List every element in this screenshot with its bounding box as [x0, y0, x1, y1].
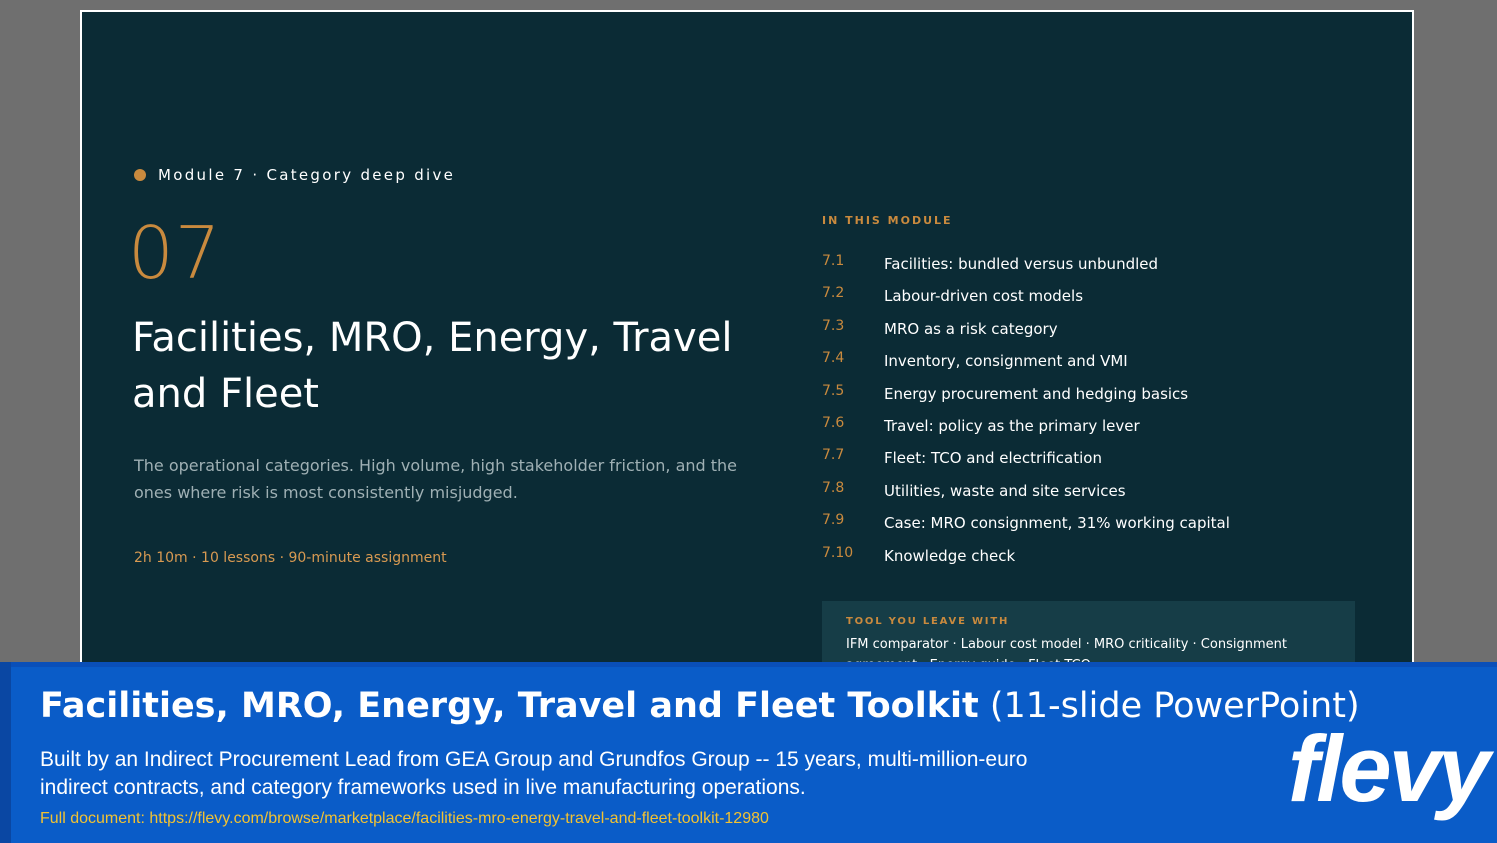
lesson-title: Fleet: TCO and electrification [884, 449, 1102, 468]
lesson-number: 7.9 [822, 512, 845, 529]
lesson-number: 7.3 [822, 317, 845, 334]
lesson-number: 7.7 [822, 447, 845, 464]
lesson-number: 7.6 [822, 414, 845, 431]
lesson-item [822, 250, 1382, 282]
lesson-title: Knowledge check [884, 546, 1016, 565]
module-eyebrow [134, 166, 455, 184]
banner-divider [0, 662, 1497, 667]
lesson-item [822, 444, 1382, 476]
bullet-dot-icon [134, 169, 146, 181]
lesson-list [822, 250, 1382, 574]
lesson-number: 7.5 [822, 382, 845, 399]
lesson-item [822, 509, 1382, 541]
lesson-item [822, 347, 1382, 379]
lesson-number: 7.2 [822, 285, 845, 302]
lesson-number: 7.4 [822, 350, 845, 367]
in-module-label: IN THIS MODULE [822, 214, 953, 227]
flevy-logo: flevy [1288, 716, 1488, 821]
banner-title [40, 686, 1360, 726]
lesson-title: MRO as a risk category [884, 319, 1058, 338]
banner-edge [0, 662, 11, 843]
lesson-number: 7.1 [822, 253, 845, 269]
slide [80, 10, 1414, 710]
document-link[interactable]: Full document: https://flevy.com/browse/marketplace/facilities-mro-energy-travel-and-fleet-toolkit-12980 [40, 810, 769, 827]
lesson-title: Facilities: bundled versus unbundled [884, 255, 1159, 273]
banner-title-sub: (11-slide PowerPoint) [978, 686, 1360, 726]
tool-label: TOOL YOU LEAVE WITH [846, 616, 1010, 627]
lesson-item [822, 412, 1382, 444]
lesson-title: Utilities, waste and site services [884, 481, 1126, 500]
eyebrow-text: Module 7 · Category deep dive [158, 166, 456, 184]
lesson-title: Labour-driven cost models [884, 287, 1084, 306]
banner-description: Built by an Indirect Procurement Lead from GEA Group and Grundfos Group -- 15 years, multi-million-euro indirect contracts, and category frameworks used in live manufacturing operations. [40, 748, 1028, 799]
lesson-title: Travel: policy as the primary lever [884, 416, 1140, 435]
lesson-item [822, 282, 1382, 314]
lesson-title: Inventory, consignment and VMI [884, 352, 1128, 371]
module-number: 07 [128, 211, 222, 295]
lesson-number: 7.10 [822, 544, 854, 561]
lesson-title: Energy procurement and hedging basics [884, 384, 1189, 403]
product-banner [0, 662, 1497, 843]
module-title: Facilities, MRO, Energy, Travel and Fleet [132, 315, 733, 417]
lesson-item [822, 380, 1382, 412]
module-meta: 2h 10m · 10 lessons · 90-minute assignment [134, 550, 447, 566]
lesson-item [822, 477, 1382, 509]
lesson-number: 7.8 [822, 479, 845, 496]
lesson-title: Case: MRO consignment, 31% working capital [884, 514, 1230, 533]
banner-title-main: Facilities, MRO, Energy, Travel and Fleet Toolkit [40, 686, 979, 726]
module-description: The operational categories. High volume, high stakeholder friction, and the ones where risk is most consistently misjudged. [134, 456, 738, 502]
lesson-item [822, 315, 1382, 347]
lesson-item [822, 542, 1382, 574]
tool-list: IFM comparator · Labour cost model · MRO criticality · Consignment [846, 637, 1287, 652]
